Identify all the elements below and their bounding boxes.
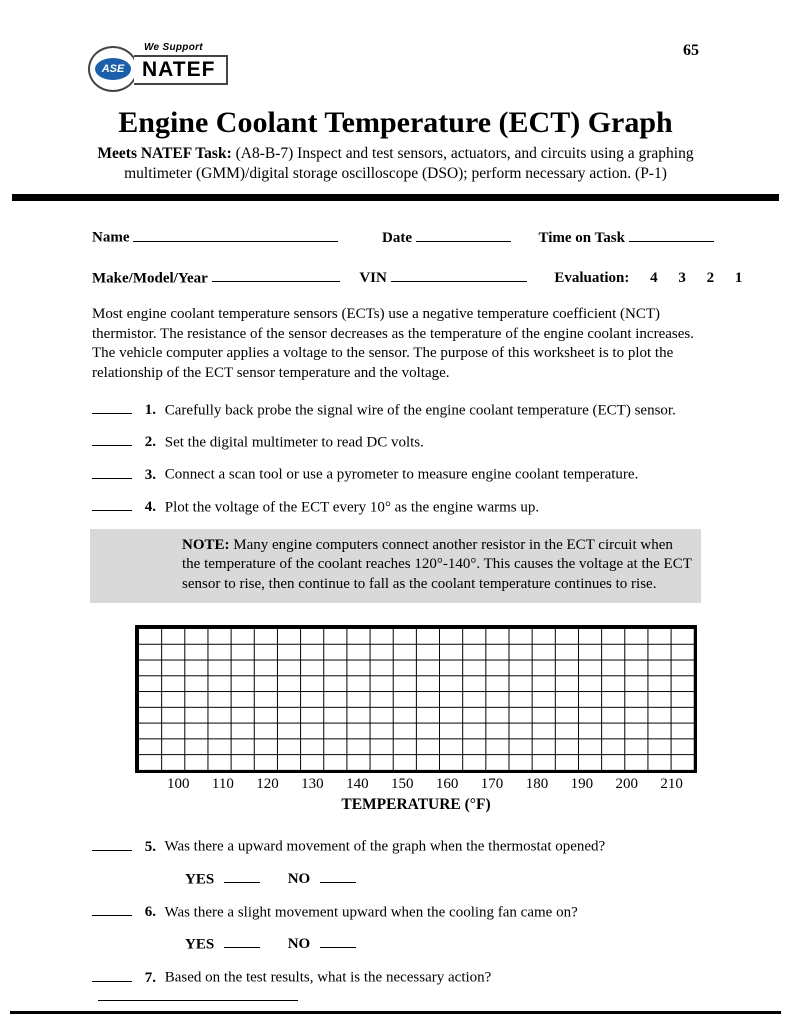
question-item — [92, 836, 699, 855]
name-blank[interactable] — [133, 227, 338, 241]
step-text: Carefully back probe the signal wire of the engine coolant temperature (ECT) sensor. — [164, 402, 676, 419]
make-model-year-label: Make/Model/Year — [92, 269, 208, 286]
time-on-task-label: Time on Task — [538, 229, 625, 246]
natef-logo — [88, 40, 228, 98]
x-axis-tick-label: 100 — [167, 776, 190, 793]
question-check-blank[interactable] — [92, 902, 132, 916]
task-statement — [76, 144, 716, 184]
note-text: Many engine computers connect another resistor in the ECT circuit when the temperature of the coolant reaches 120°-140°. This causes the voltage at the ECT sensor to rise, then continue to fall as the coolant temperature continues to rise. — [182, 536, 692, 592]
evaluation-value-4: 4 — [650, 269, 658, 286]
step-check-blank[interactable] — [92, 400, 132, 414]
name-label: Name — [92, 229, 130, 246]
question-item — [92, 967, 699, 1006]
question-number: 6. — [144, 904, 156, 921]
yes-no-line — [185, 869, 699, 888]
yes-blank[interactable] — [224, 934, 260, 948]
step-item — [92, 497, 699, 516]
no-blank[interactable] — [320, 869, 356, 883]
x-axis-tick-label: 200 — [615, 776, 639, 793]
question-text: Based on the test results, what is the necessary action? — [164, 969, 492, 986]
x-axis-tick-label: 130 — [301, 776, 324, 793]
header-divider — [12, 194, 779, 201]
step-check-blank[interactable] — [92, 497, 132, 511]
x-axis-tick-label: 180 — [525, 776, 549, 793]
step-text: Plot the voltage of the ECT every 10° as the engine warms up. — [164, 498, 540, 515]
step-number: 2. — [144, 434, 156, 451]
step-check-blank[interactable] — [92, 432, 132, 446]
logo-we-support: We Support — [144, 42, 203, 53]
step-item — [92, 432, 699, 451]
x-axis-tick-label: 210 — [660, 776, 683, 793]
vin-label: VIN — [359, 269, 387, 286]
x-axis-tick-label: 190 — [570, 776, 594, 793]
x-axis-labels — [135, 773, 697, 793]
evaluation-value-1: 1 — [734, 269, 743, 286]
x-axis-tick-label: 170 — [480, 776, 504, 793]
logo-natef: NATEF — [134, 55, 228, 85]
necessary-action-blank[interactable] — [98, 987, 298, 1001]
step-text: Connect a scan tool or use a pyrometer to measure engine coolant temperature. — [164, 466, 639, 483]
questions-list — [0, 836, 791, 1006]
yes-blank[interactable] — [224, 869, 260, 883]
evaluation-value-2: 2 — [706, 269, 715, 286]
question-check-blank[interactable] — [92, 967, 132, 981]
ase-logo — [88, 46, 138, 92]
graph-grid — [135, 625, 697, 773]
step-check-blank[interactable] — [92, 464, 132, 478]
x-axis-tick-label: 120 — [256, 776, 279, 793]
note-label: NOTE: — [182, 536, 230, 553]
step-item — [92, 400, 699, 419]
vin-blank[interactable] — [391, 268, 527, 282]
yes-no-line — [185, 934, 699, 953]
no-blank[interactable] — [320, 934, 356, 948]
question-check-blank[interactable] — [92, 836, 132, 850]
graph-section — [135, 625, 697, 814]
name-date-line — [92, 227, 699, 246]
intro-paragraph: Most engine coolant temperature sensors (ECTs) use a negative temperature coefficient (NCT) thermistor. The resistance of the sensor decreases as the temperature of the engine coolant increases. The vehicle computer applies a voltage to the sensor. The purpose of this worksheet is to plot the relationship of the ECT sensor temperature and the voltage. — [92, 305, 694, 382]
x-axis-title: TEMPERATURE (°F) — [341, 796, 491, 814]
bottom-divider — [10, 1011, 781, 1014]
steps-list — [0, 400, 791, 516]
yes-label: YES — [185, 870, 215, 887]
yes-label: YES — [185, 936, 215, 953]
x-axis-tick-label: 150 — [390, 776, 414, 793]
x-axis-tick-label: 140 — [346, 776, 369, 793]
question-number: 7. — [144, 969, 156, 986]
question-text: Was there a slight movement upward when the cooling fan came on? — [164, 904, 578, 921]
step-number: 4. — [144, 498, 156, 515]
question-number: 5. — [144, 838, 156, 855]
x-axis-tick-label: 110 — [211, 776, 234, 793]
date-blank[interactable] — [416, 227, 511, 241]
task-label: Meets NATEF Task: — [97, 145, 232, 162]
page-title: Engine Coolant Temperature (ECT) Graph — [118, 106, 673, 139]
x-axis-tick-label: 160 — [435, 776, 459, 793]
time-on-task-blank[interactable] — [629, 227, 714, 241]
step-text: Set the digital multimeter to read DC volts. — [164, 434, 424, 451]
task-text: (A8-B-7) Inspect and test sensors, actuators, and circuits using a graphing multimeter (GMM)/digital storage oscilloscope (DSO); perform necessary action. (P-1) — [124, 145, 694, 183]
evaluation-label: Evaluation: — [554, 269, 630, 286]
question-text: Was there a upward movement of the graph when the thermostat opened? — [164, 838, 606, 855]
natef-logo-text — [134, 42, 228, 85]
note-box — [90, 529, 701, 604]
page-number: 65 — [683, 42, 699, 59]
vehicle-line — [92, 268, 743, 287]
step-number: 3. — [144, 466, 156, 483]
step-item — [92, 464, 699, 483]
step-number: 1. — [144, 402, 156, 419]
evaluation-value-3: 3 — [678, 269, 686, 286]
question-item — [92, 902, 699, 921]
date-label: Date — [382, 229, 412, 246]
ase-oval-icon: ASE — [95, 58, 131, 80]
no-label: NO — [287, 936, 311, 953]
make-model-year-blank[interactable] — [212, 268, 340, 282]
no-label: NO — [287, 870, 311, 887]
